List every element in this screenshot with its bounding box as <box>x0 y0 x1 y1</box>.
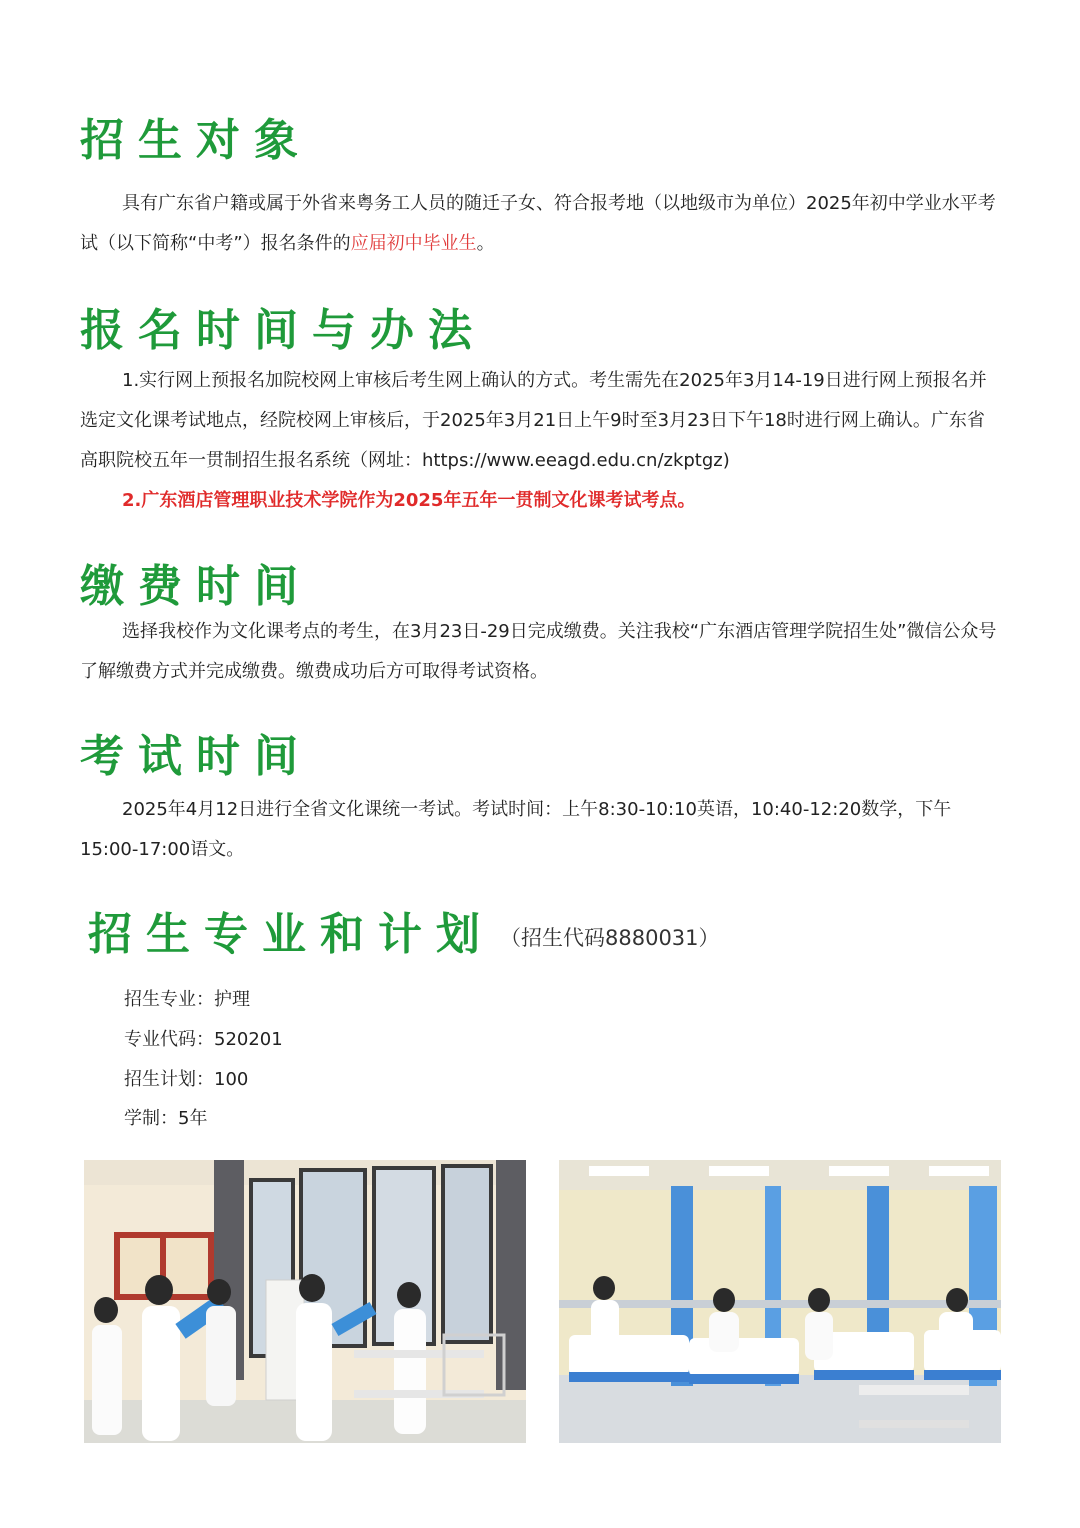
target-paragraph <box>80 184 1000 264</box>
info-quota: 招生计划：100 <box>124 1069 249 1090</box>
info-major: 招生专业：护理 <box>124 989 250 1010</box>
info-duration: 学制：5年 <box>124 1108 208 1129</box>
heading-exam: 考试时间 <box>80 731 312 782</box>
photo-nursing-class <box>84 1160 526 1443</box>
heading-target: 招生对象 <box>80 115 312 166</box>
exam-paragraph: 2025年4月12日进行全省文化课统一考试。考试时间：上午8:30-10:10英语，10:40-12:20数学，下午15:00-17:00语文。 <box>80 799 952 860</box>
registration-paragraph-1: 1.实行网上预报名加院校网上审核后考生网上确认的方式。考生需先在2025年3月14-19日进行网上预报名并选定文化课考试地点，经院校网上审核后，于2025年3月21日上午9时至3月23日下午18时进行网上确认。广东省高职院校五年一贯制招生报名系统（网址：https://www.eeagd.edu.cn/zkptgz) <box>80 370 987 471</box>
registration-paragraph-2: 2.广东酒店管理职业技术学院作为2025年五年一贯制文化课考试考点。 <box>122 490 696 511</box>
heading-payment: 缴费时间 <box>80 561 312 612</box>
heading-plan: 招生专业和计划 <box>88 909 494 960</box>
payment-paragraph: 选择我校作为文化课考点的考生，在3月23日-29日完成缴费。关注我校“广东酒店管理学院招生处”微信公众号了解缴费方式并完成缴费。缴费成功后方可取得考试资格。 <box>80 621 997 682</box>
target-text-end: 。 <box>476 233 495 254</box>
target-highlight: 应届初中毕业生 <box>350 233 477 254</box>
photo-nursing-ward <box>559 1160 1001 1443</box>
enrollment-code: （招生代码8880031） <box>500 926 720 950</box>
heading-registration: 报名时间与办法 <box>80 305 486 356</box>
target-text: 具有广东省户籍或属于外省来粤务工人员的随迁子女、符合报考地（以地级市为单位）2025年初中学业水平考试（以下简称“中考”）报名条件的 <box>80 193 996 254</box>
info-major-code: 专业代码：520201 <box>124 1029 283 1050</box>
